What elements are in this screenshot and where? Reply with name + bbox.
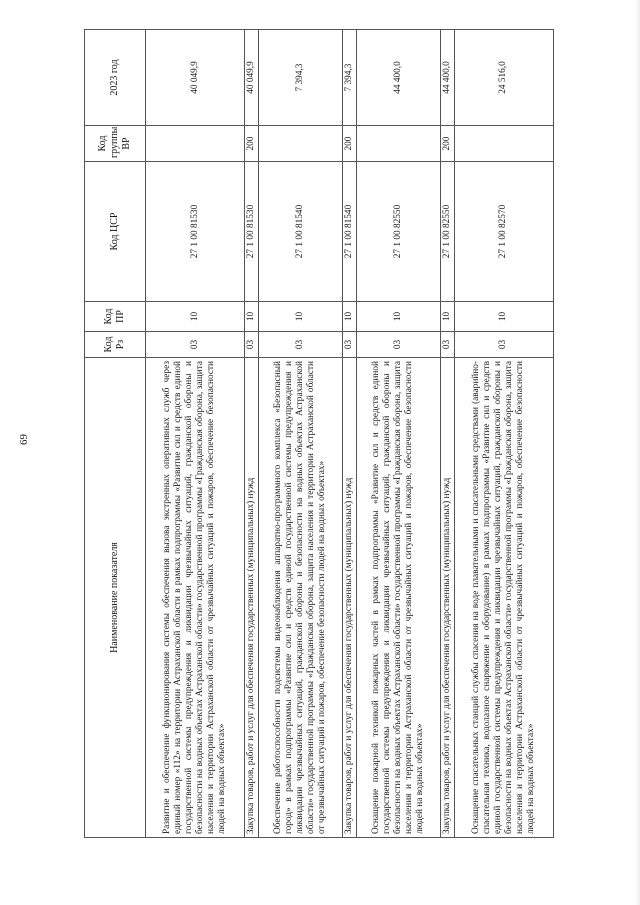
row-name: Оснащение спасательных станций службы спасения на воде плавательными и спасательными средствами (аварийно-спасательная техника, водолазное снаряжение и оборудование) в рамках подпрограммы «Развитие сил и средств единой государственной системы предупреждения и ликвидации чрезвычайных ситуаций, гражданской обороны и безопасности на водных объектах Астраханской области» государственной программы «Гражданская оборона, защита населения и территории Астраханской области от чрезвычайных ситуаций и пожаров, обеспечение безопасности людей на водных объектах» [454,358,553,838]
row-pr: 10 [342,302,356,332]
table-row [146,30,245,838]
row-name: Закупка товаров, работ и услуг для обеспечения государственных (муниципальных) нужд [245,358,259,838]
row-pr: 10 [245,302,259,332]
row-name: Оснащение пожарной техникой пожарных частей в рамках подпрограммы «Развитие сил и средств единой государственной системы предупреждения и ликвидации чрезвычайных ситуаций, гражданской обороны и безопасности на водных объектах Астраханской области» государственной программы «Гражданская оборона, защита населения и территории Астраханской области от чрезвычайных ситуаций и пожаров, обеспечение безопасности людей на водных объектах» [356,358,440,838]
header-rz: Код Рз [85,332,146,358]
row-csr: 27 1 00 81530 [146,162,245,302]
row-rz: 03 [146,332,245,358]
row-vr [356,126,440,162]
row-amount: 7 394,3 [342,30,356,126]
table-row [454,30,553,838]
row-csr: 27 1 00 82570 [454,162,553,302]
row-pr: 10 [454,302,553,332]
table-row [440,30,454,838]
row-rz: 03 [342,332,356,358]
row-amount: 40 049,9 [245,30,259,126]
row-name: Закупка товаров, работ и услуг для обеспечения государственных (муниципальных) нужд [342,358,356,838]
table-row [259,30,343,838]
row-rz: 03 [454,332,553,358]
row-csr: 27 1 00 82550 [356,162,440,302]
row-csr: 27 1 00 81540 [259,162,343,302]
header-pr: Код ПР [85,302,146,332]
row-pr: 10 [440,302,454,332]
table-row [342,30,356,838]
row-csr: 27 1 00 81530 [245,162,259,302]
row-pr: 10 [259,302,343,332]
row-amount: 24 516,0 [454,30,553,126]
row-name: Закупка товаров, работ и услуг для обеспечения государственных (муниципальных) нужд [440,358,454,838]
row-rz: 03 [356,332,440,358]
row-csr: 27 1 00 82550 [440,162,454,302]
row-rz: 03 [440,332,454,358]
budget-table [84,29,554,838]
header-csr: Код ЦСР [85,162,146,302]
row-rz: 03 [245,332,259,358]
row-vr: 200 [245,126,259,162]
header-vr: Код группы ВР [85,126,146,162]
row-name: Развитие и обеспечение функционирования системы обеспечения вызова экстренных оперативных служб через единый номер «112» на территории Астраханской области в рамках подпрограммы «Развитие сил и средств единой государственной системы предупреждения и ликвидации чрезвычайных ситуаций, гражданской обороны и безопасности на водных объектах Астраханской области» государственной программы «Гражданская оборона, защита населения и территории Астраханской области от чрезвычайных ситуаций и пожаров, обеспечение безопасности людей на водных объектах» [146,358,245,838]
header-name: Наименование показателя [85,358,146,838]
header-2023: 2023 год [85,30,146,126]
row-vr [146,126,245,162]
row-vr: 200 [342,126,356,162]
page-number: 69 [18,434,30,445]
row-csr: 27 1 00 81540 [342,162,356,302]
row-amount: 44 400,0 [356,30,440,126]
row-vr [259,126,343,162]
row-pr: 10 [146,302,245,332]
row-amount: 7 394,3 [259,30,343,126]
row-amount: 40 049,9 [146,30,245,126]
row-name: Обеспечение работоспособности подсистемы видеонаблюдения аппаратно-программного комплекса «Безопасный город» в рамках подпрограммы «Развитие сил и средств единой государственной системы предупреждения и ликвидации чрезвычайных ситуаций, гражданской обороны и безопасности на водных объектах Астраханской области» государственной программы «Гражданская оборона, защита населения и территории Астраханской области от чрезвычайных ситуаций и пожаров, обеспечение безопасности людей на водных объектах» [259,358,343,838]
row-vr [454,126,553,162]
row-rz: 03 [259,332,343,358]
table-row [356,30,440,838]
rotated-table-container [84,30,554,838]
row-vr: 200 [440,126,454,162]
row-pr: 10 [356,302,440,332]
table-row [245,30,259,838]
row-amount: 44 400,0 [440,30,454,126]
table-header-row [85,30,146,838]
